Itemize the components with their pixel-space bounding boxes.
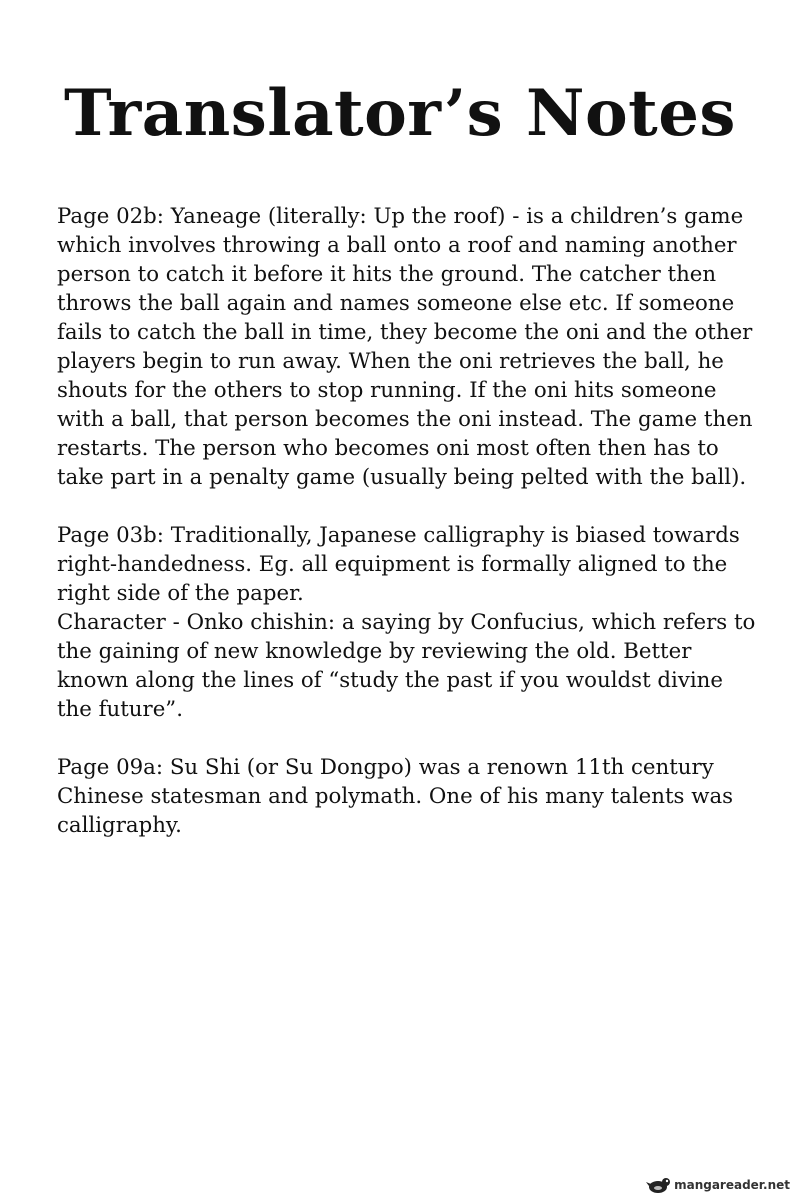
watermark-text: mangareader.net — [674, 1178, 790, 1192]
page-title: Translator’s Notes — [64, 76, 736, 151]
site-watermark — [646, 1176, 790, 1194]
notes-body — [57, 202, 757, 840]
note-page-09a: Page 09a: Su Shi (or Su Dongpo) was a renown 11th century Chinese statesman and polymath. One of his many talents was calligraphy. — [57, 755, 734, 838]
note-page-03b: Page 03b: Traditionally, Japanese calligraphy is biased towards right-handedness. Eg. all equipment is formally aligned to the right side of the paper. — [57, 523, 740, 606]
note-character: Character - Onko chishin: a saying by Confucius, which refers to the gaining of new knowledge by reviewing the old. Better known along the lines of “study the past if you wouldst divine the future”. — [57, 610, 756, 722]
paragraph-spacer — [57, 724, 757, 753]
paragraph-spacer — [57, 492, 757, 521]
note-page-02b: Page 02b: Yaneage (literally: Up the roof) - is a children’s game which involves throwing a ball onto a roof and naming another person to catch it before it hits the ground. The catcher then throws the ball again and names someone else etc. If someone fails to catch the ball in time, they become the oni and the other players begin to run away. When the oni retrieves the ball, he shouts for the others to stop running. If the oni hits someone with a ball, that person becomes the oni instead. The game then restarts. The person who becomes oni most often then has to take part in a penalty game (usually being pelted with the ball). — [57, 204, 753, 490]
mascot-icon — [646, 1176, 672, 1194]
